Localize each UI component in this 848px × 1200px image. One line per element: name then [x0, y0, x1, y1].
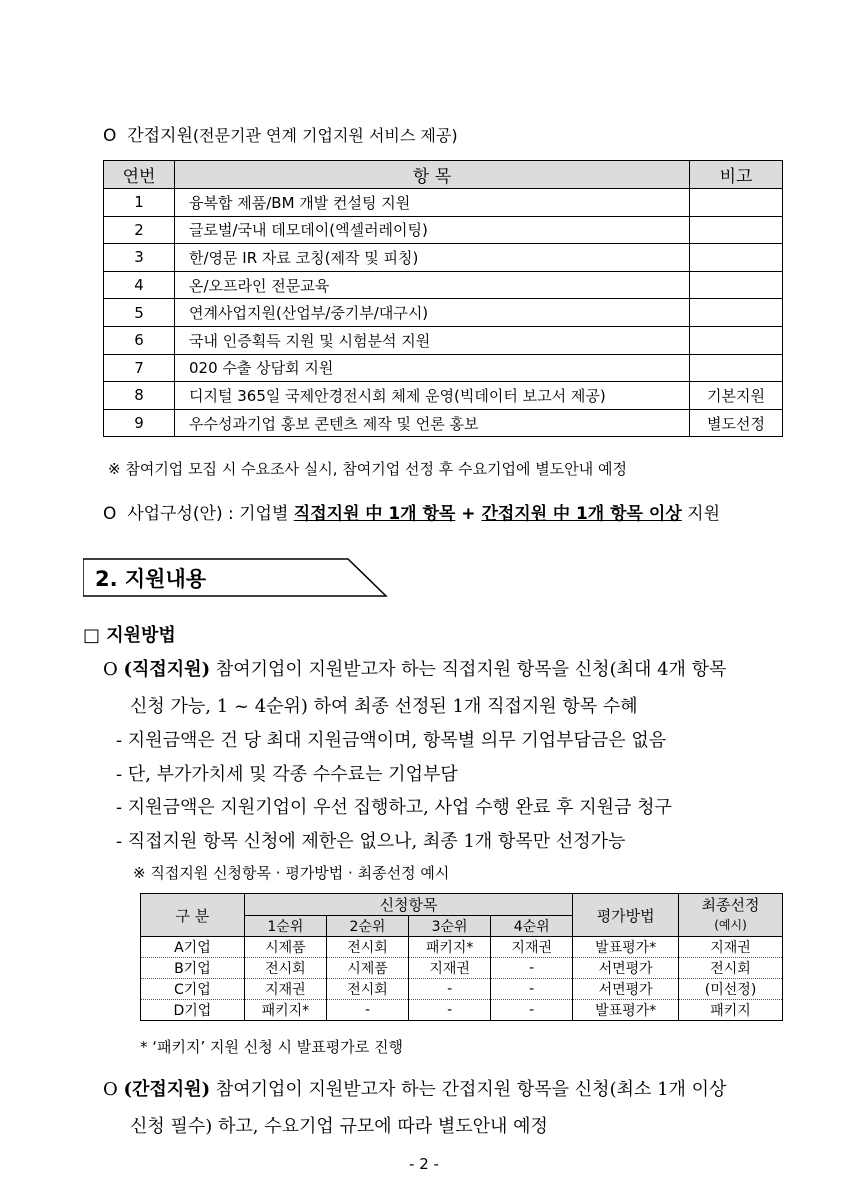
row-note: [690, 326, 783, 354]
indirect-text1: 참여기업이 지원받고자 하는 간접지원 항목을 신청(최소 1개 이상: [210, 1079, 727, 1100]
col-header-apply: 신청항목: [244, 894, 572, 916]
table-row: [104, 409, 783, 437]
row-final: 지재권: [679, 937, 783, 958]
table-row: [141, 958, 783, 979]
note-survey: ※ 참여기업 모집 시 수요조사 실시, 참여기업 선정 후 수요기업에 별도안내 예정: [108, 460, 627, 478]
table-row: [141, 937, 783, 958]
rank-1: 전시회: [244, 958, 326, 979]
row-note: [690, 244, 783, 272]
row-company: D기업: [141, 1000, 245, 1021]
method-title: □ 지원방법: [83, 625, 176, 646]
final-label: 최종선정: [701, 895, 760, 914]
rank-3: 지재권: [409, 958, 491, 979]
table-row: [104, 244, 783, 272]
row-item: 융복합 제품/BM 개발 컨설팅 지원: [175, 189, 690, 217]
row-eval: 서면평가: [573, 979, 679, 1000]
row-note: [690, 354, 783, 382]
row-number: 8: [104, 382, 175, 410]
bullet: O: [103, 504, 117, 524]
row-company: B기업: [141, 958, 245, 979]
final-sublabel: (예시): [714, 917, 747, 932]
col-header-rank: 3순위: [409, 916, 491, 937]
row-company: C기업: [141, 979, 245, 1000]
direct-dash-list: [116, 724, 672, 858]
rank-3: -: [409, 1000, 491, 1021]
col-header-rank: 1순위: [244, 916, 326, 937]
dash-item: - 단, 부가가치세 및 각종 수수료는 기업부담: [116, 763, 458, 785]
dash-item: - 지원금액은 지원기업이 우선 집행하고, 사업 수행 완료 후 지원금 청구: [116, 797, 672, 818]
direct-support-block: [103, 655, 803, 718]
rank-2: 전시회: [326, 937, 408, 958]
row-number: 4: [104, 271, 175, 299]
row-number: 2: [104, 216, 175, 244]
indirect-support-heading: [103, 121, 458, 146]
row-number: 9: [104, 409, 175, 437]
row-note: [690, 299, 783, 327]
direct-label: (직접지원): [123, 659, 211, 680]
rank-1: 시제품: [244, 937, 326, 958]
row-note: [690, 271, 783, 299]
row-final: 패키지: [679, 1000, 783, 1021]
dash-item: - 지원금액은 건 당 최대 지원금액이며, 항목별 의무 기업부담금은 없음: [116, 730, 667, 751]
col-header-rank: 2순위: [326, 916, 408, 937]
rank-2: 전시회: [326, 979, 408, 1000]
table-row: [104, 354, 783, 382]
rank-4: 지재권: [491, 937, 573, 958]
direct-text1: 참여기업이 지원받고자 하는 직접지원 항목을 신청(최대 4개 항목: [210, 659, 727, 680]
rank-4: -: [491, 1000, 573, 1021]
rank-1: 패키지*: [244, 1000, 326, 1021]
col-header-note: 비고: [690, 161, 783, 189]
row-note: [690, 216, 783, 244]
row-final: (미선정): [679, 979, 783, 1000]
table-row: [141, 979, 783, 1000]
row-number: 1: [104, 189, 175, 217]
table-row: [104, 216, 783, 244]
dash-item: - 직접지원 항목 신청에 제한은 없으나, 최종 1개 항목만 선정가능: [116, 830, 626, 852]
business-structure-line: [103, 499, 720, 524]
section-title-box: [83, 558, 383, 596]
row-company: A기업: [141, 937, 245, 958]
rank-1: 지재권: [244, 979, 326, 1000]
rank-4: -: [491, 958, 573, 979]
col-header-rank: 4순위: [491, 916, 573, 937]
example-table: [140, 893, 783, 1021]
note-package: * ‘패키지’ 지원 신청 시 발표평가로 진행: [140, 1038, 403, 1056]
table-header-row: [104, 161, 783, 189]
table-row: [104, 326, 783, 354]
indirect-line2: 신청 필수) 하고, 수요기업 규모에 따라 별도안내 예정: [130, 1116, 548, 1137]
table-row: [104, 299, 783, 327]
structure-suffix: 지원: [681, 504, 720, 524]
row-eval: 발표평가*: [573, 1000, 679, 1021]
table-header-row: [141, 894, 783, 916]
rank-2: -: [326, 1000, 408, 1021]
row-number: 3: [104, 244, 175, 272]
row-item: 연계사업지원(산업부/중기부/대구시): [175, 299, 690, 327]
direct-line2: 신청 가능, 1 ~ 4순위) 하여 최종 선정된 1개 직접지원 항목 수혜: [130, 696, 638, 717]
heading-sub: (전문기관 연계 기업지원 서비스 제공): [192, 126, 458, 145]
table-row: [104, 382, 783, 410]
row-item: 우수성과기업 홍보 콘텐츠 제작 및 언론 홍보: [175, 409, 690, 437]
bullet: O: [103, 659, 118, 680]
structure-direct: 직접지원 中 1개 항목: [293, 504, 456, 524]
rank-4: -: [491, 979, 573, 1000]
bullet: O: [103, 1079, 118, 1100]
col-header-no: 연번: [104, 161, 175, 189]
row-note: 기본지원: [690, 382, 783, 410]
rank-3: -: [409, 979, 491, 1000]
table-row: [141, 1000, 783, 1021]
row-number: 6: [104, 326, 175, 354]
section-title: 2. 지원내용: [95, 567, 207, 591]
col-header-item: 항 목: [175, 161, 690, 189]
row-eval: 발표평가*: [573, 937, 679, 958]
row-note: [690, 189, 783, 217]
indirect-line1: [103, 1075, 803, 1101]
row-number: 5: [104, 299, 175, 327]
indirect-support-table: [103, 160, 783, 437]
col-header-gubun: 구 분: [141, 894, 245, 937]
bullet: O: [103, 126, 117, 146]
row-final: 전시회: [679, 958, 783, 979]
structure-prefix: 사업구성(안) : 기업별: [127, 504, 294, 524]
row-eval: 서면평가: [573, 958, 679, 979]
row-item: 한/영문 IR 자료 코칭(제작 및 피칭): [175, 244, 690, 272]
rank-2: 시제품: [326, 958, 408, 979]
col-header-eval: 평가방법: [573, 894, 679, 937]
row-number: 7: [104, 354, 175, 382]
row-item: 디지털 365일 국제안경전시회 체제 운영(빅데이터 보고서 제공): [175, 382, 690, 410]
row-item: 글로벌/국내 데모데이(엑셀러레이팅): [175, 216, 690, 244]
table-row: [104, 271, 783, 299]
row-item: 온/오프라인 전문교육: [175, 271, 690, 299]
indirect-support-block: [103, 1075, 803, 1138]
table-row: [104, 189, 783, 217]
structure-indirect: 간접지원 中 1개 항목 이상: [481, 504, 682, 524]
col-header-final: [679, 894, 783, 937]
heading-main: 간접지원: [127, 126, 193, 146]
row-note: 별도선정: [690, 409, 783, 437]
indirect-label: (간접지원): [123, 1079, 211, 1100]
direct-line1: [103, 655, 803, 681]
page-number: - 2 -: [409, 1155, 439, 1173]
rank-3: 패키지*: [409, 937, 491, 958]
structure-plus: +: [455, 504, 482, 524]
note-example: ※ 직접지원 신청항목 · 평가방법 · 최종선정 예시: [133, 864, 450, 882]
row-item: 020 수출 상담회 지원: [175, 354, 690, 382]
row-item: 국내 인증획득 지원 및 시험분석 지원: [175, 326, 690, 354]
